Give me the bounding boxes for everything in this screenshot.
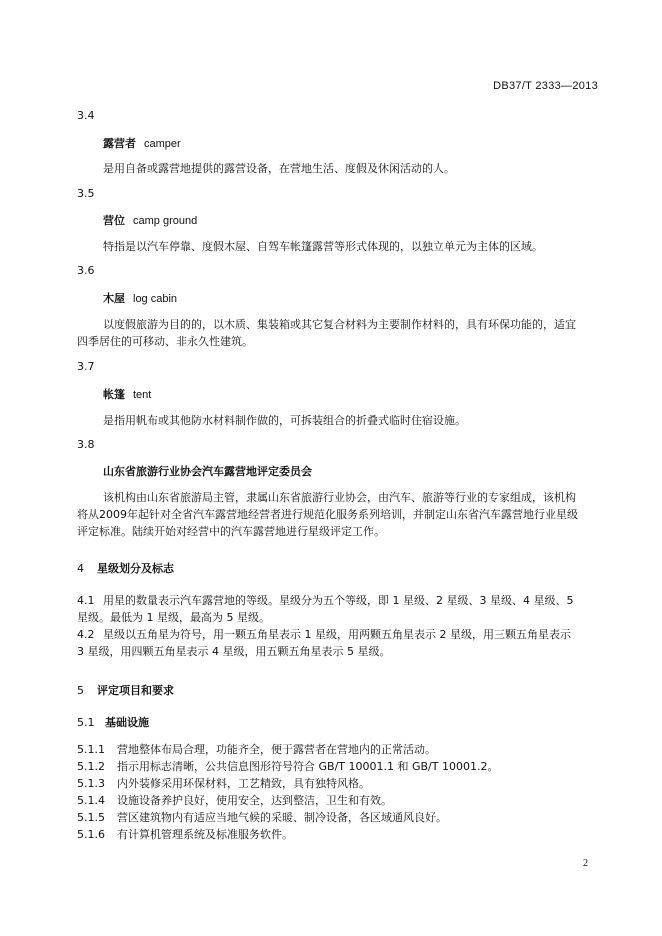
clause-line bbox=[77, 775, 607, 793]
page-number: 2 bbox=[583, 858, 588, 869]
term-definition-line: 评定标准。陆续开始对经营中的汽车露营地进行星级评定工作。 bbox=[77, 525, 385, 538]
clause-line bbox=[77, 792, 607, 810]
clause-number: 4.1 bbox=[77, 594, 95, 607]
section-heading bbox=[77, 682, 174, 698]
section-number: 5 bbox=[77, 684, 84, 697]
section-heading bbox=[77, 560, 174, 576]
term-zh: 营位 bbox=[103, 214, 125, 227]
clause-text: 营地整体布局合理，功能齐全，便于露营者在营地内的正常活动。 bbox=[117, 743, 436, 756]
term-heading bbox=[103, 386, 151, 402]
clause-line bbox=[77, 826, 607, 844]
term-en: camper bbox=[144, 138, 181, 150]
clause-number: 3.5 bbox=[77, 187, 95, 200]
subsection-heading bbox=[77, 714, 149, 730]
clause-text: 营区建筑物内有适应当地气候的采暖、制冷设备，各区域通风良好。 bbox=[117, 811, 447, 824]
section-title: 星级划分及标志 bbox=[97, 562, 174, 575]
clause-text-line: 3 星级，用四颗五角星表示 4 星级，用五颗五角星表示 5 星级。 bbox=[77, 645, 391, 658]
term-heading bbox=[103, 212, 197, 228]
clause-line bbox=[77, 592, 607, 610]
term-zh: 露营者 bbox=[103, 137, 136, 150]
clause-text: 内外装修采用环保材料，工艺精致，具有独特风格。 bbox=[117, 777, 370, 790]
term-heading bbox=[103, 463, 312, 479]
clause-number: 5.1.6 bbox=[77, 828, 105, 841]
term-en: camp ground bbox=[133, 215, 198, 227]
clause-line bbox=[77, 809, 607, 827]
term-heading bbox=[103, 135, 181, 151]
term-definition-line: 以度假旅游为目的的，以木质、集装箱或其它复合材料为主要制作材料的，具有环保功能的，适宜 bbox=[103, 318, 576, 331]
clause-text: 设施设备养护良好，使用安全，达到整洁，卫生和有效。 bbox=[117, 794, 392, 807]
clause-number: 5.1.4 bbox=[77, 794, 105, 807]
clause-number: 5.1.3 bbox=[77, 777, 105, 790]
term-definition-line: 四季居住的可移动、非永久性建筑。 bbox=[77, 335, 253, 348]
term-en: log cabin bbox=[133, 293, 178, 305]
clause-number: 4.2 bbox=[77, 628, 95, 641]
clause-text: 星级以五角星为符号，用一颗五角星表示 1 星级，用两颗五角星表示 2 星级，用三颗五角星表示 bbox=[103, 628, 571, 641]
clause-number: 5.1.2 bbox=[77, 760, 105, 773]
term-definition: 是用自备或露营地提供的露营设备，在营地生活、度假及休闲活动的人。 bbox=[103, 162, 455, 175]
clause-line bbox=[77, 741, 607, 759]
term-heading bbox=[103, 290, 177, 306]
term-definition-line: 将从2009年起针对全省汽车露营地经营者进行规范化服务系列培训，并制定山东省汽车露营地行业星级 bbox=[77, 508, 578, 521]
section-title: 评定项目和要求 bbox=[97, 684, 174, 697]
document-code: DB37/T 2333—2013 bbox=[493, 80, 598, 92]
clause-number: 3.7 bbox=[77, 360, 95, 373]
clause-number: 3.6 bbox=[77, 264, 95, 277]
clause-text: 有计算机管理系统及标准服务软件。 bbox=[117, 828, 293, 841]
section-number: 4 bbox=[77, 562, 84, 575]
term-definition-line: 该机构由山东省旅游局主管，隶属山东省旅游行业协会，由汽车、旅游等行业的专家组成，该机构 bbox=[103, 491, 576, 504]
term-zh: 木屋 bbox=[103, 292, 125, 305]
clause-line bbox=[77, 626, 607, 644]
term-en: tent bbox=[133, 389, 152, 401]
term-zh: 帐篷 bbox=[103, 388, 125, 401]
term-definition: 是指用帆布或其他防水材料制作做的，可拆装组合的折叠式临时住宿设施。 bbox=[103, 414, 466, 427]
clause-line bbox=[77, 758, 607, 776]
term-zh: 山东省旅游行业协会汽车露营地评定委员会 bbox=[103, 465, 312, 478]
clause-text: 用星的数量表示汽车露营地的等级。星级分为五个等级，即 1 星级、2 星级、3 星级、4 星级、5 bbox=[103, 594, 574, 607]
clause-text-line: 星级。最低为 1 星级，最高为 5 星级。 bbox=[77, 611, 270, 624]
clause-number: 5.1.1 bbox=[77, 743, 105, 756]
clause-number: 3.8 bbox=[77, 438, 95, 451]
subsection-title: 基础设施 bbox=[105, 716, 149, 729]
clause-number: 3.4 bbox=[77, 109, 95, 122]
term-definition: 特指是以汽车停靠、度假木屋、自驾车帐篷露营等形式体现的，以独立单元为主体的区域。 bbox=[103, 240, 543, 253]
clause-text: 指示用标志清晰，公共信息图形符号符合 GB/T 10001.1 和 GB/T 10001.2。 bbox=[117, 760, 499, 773]
clause-number: 5.1.5 bbox=[77, 811, 105, 824]
subsection-number: 5.1 bbox=[77, 716, 95, 729]
